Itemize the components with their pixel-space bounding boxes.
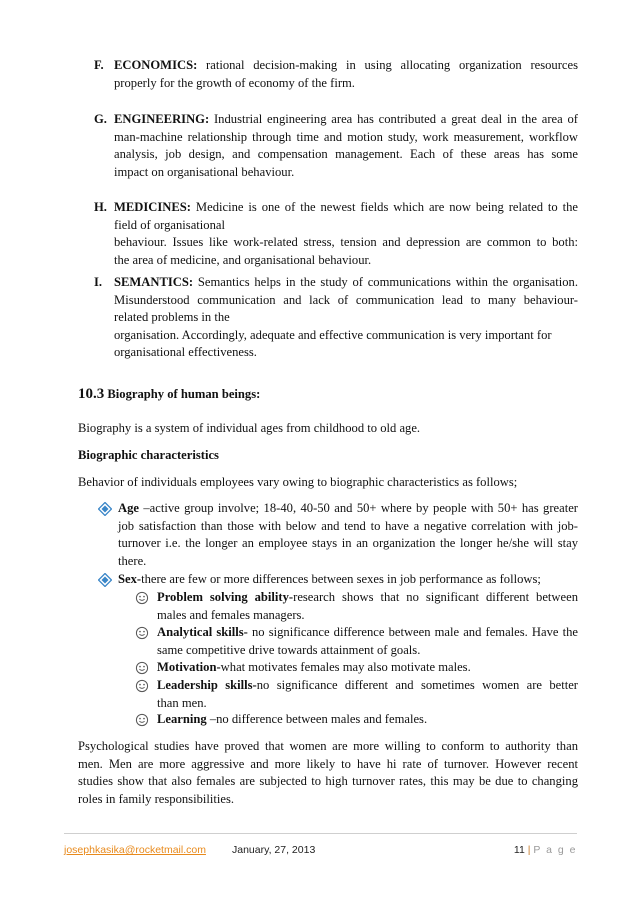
section-number: 10.3 (78, 386, 105, 402)
term: ENGINEERING: (114, 112, 210, 126)
list-line: analysis, job design, and compensation management. Each of these areas has some (114, 147, 578, 162)
bullet-line: Leadership skills-no significance different and sometimes women are better (157, 678, 579, 692)
list-item-engineering (94, 111, 578, 181)
bullet-line: Sex-there are few or more differences between sexes in job performance as follows; (118, 572, 541, 586)
term: Age (118, 501, 139, 515)
paragraph-line: roles in family responsibilities. (78, 791, 235, 806)
list-line: properly for the growth of economy of the firm. (114, 75, 355, 90)
list-line: organisation. Accordingly, adequate and effective communication is very important for (114, 327, 552, 342)
bullet-age (98, 500, 578, 570)
list-line: ECONOMICS: rational decision-making in using allocating organization resources (114, 58, 578, 72)
paragraph-line: men. Men are more aggressive and more likely to have hi rate of turnover. However recent (78, 756, 578, 771)
sub-bullet-leadership (135, 677, 578, 712)
term: Analytical skills- (157, 625, 248, 639)
list-item-medicines (94, 199, 578, 269)
bullet-line: than men. (157, 695, 207, 710)
list-line: the area of medicine, and organisational behaviour. (114, 252, 372, 267)
paragraph-line: studies show that also females are subjected to high turnover rates, this may be due to changing (78, 774, 578, 789)
term: Sex- (118, 572, 142, 586)
sub-bullet-motivation (135, 659, 578, 677)
list-label: G. (94, 112, 107, 126)
bullet-line: turnover i.e. the longer an employee stays in an organization the longer he/she will stay (118, 536, 578, 551)
diamond-bullet-icon (98, 502, 112, 516)
list-label: I. (94, 275, 103, 289)
diamond-bullet-icon (98, 573, 112, 587)
list-label: H. (94, 200, 107, 214)
smiley-bullet-icon (135, 626, 149, 640)
bullet-line: Learning –no difference between males and females. (157, 712, 428, 726)
list-line: field of organisational (114, 217, 225, 232)
page-number: 11 (513, 844, 525, 856)
section-title: Biography of human beings: (107, 387, 261, 401)
bullet-line: job satisfaction than those with below and tend to have a negative correlation with job- (118, 518, 578, 533)
page-footer (64, 833, 577, 856)
smiley-bullet-icon (135, 679, 149, 693)
intro-paragraph: Biography is a system of individual ages from childhood to old age. (78, 421, 421, 435)
list-label: F. (94, 58, 104, 72)
smiley-bullet-icon (135, 713, 149, 727)
list-line: man-machine relationship through time and motion study, work measurement, workflow (114, 129, 578, 144)
term: Problem solving ability- (157, 590, 294, 604)
bullet-line: Problem solving ability-research shows that no significant different between (157, 590, 578, 604)
bullet-sex (98, 571, 578, 589)
list-line: MEDICINES: Medicine is one of the newest fields which are now being related to the (114, 200, 579, 214)
list-line: organisational effectiveness. (114, 345, 257, 360)
term: Leadership skills- (157, 678, 257, 692)
list-item-economics (94, 57, 578, 92)
sub-bullet-problem-solving (135, 589, 578, 624)
list-line: ENGINEERING: Industrial engineering area has contributed a great deal in the area of (114, 112, 578, 126)
list-line: SEMANTICS: Semantics helps in the study of communications within the organisation. (114, 275, 578, 289)
term: Learning (157, 712, 207, 726)
bullet-line: Analytical skills- no significance difference between male and females. Have the (157, 625, 578, 639)
bullet-line: there. (118, 553, 147, 568)
list-line: impact on organisational behaviour. (114, 164, 295, 179)
list-line: Misunderstood communication and lack of communication lead to many behaviour- (114, 292, 578, 307)
bullet-line: Motivation-what motivates females may also motivate males. (157, 660, 471, 674)
closing-paragraph (78, 738, 578, 808)
page-separator: | (527, 844, 531, 856)
smiley-bullet-icon (135, 591, 149, 605)
sub-bullet-learning (135, 711, 578, 729)
smiley-bullet-icon (135, 661, 149, 675)
footer-email-link[interactable]: josephkasika@rocketmail.com (64, 844, 206, 856)
subheading: Biographic characteristics (78, 448, 219, 462)
term: SEMANTICS: (114, 275, 194, 289)
term: ECONOMICS: (114, 58, 198, 72)
sub-bullet-analytical (135, 624, 578, 659)
bullet-line: males and females managers. (157, 607, 305, 622)
list-line: related problems in the (114, 310, 230, 325)
term: Motivation- (157, 660, 221, 674)
term: MEDICINES: (114, 200, 191, 214)
section-heading (78, 386, 260, 403)
bullet-line: Age –active group involve; 18-40, 40-50 and 50+ where by people with 50+ has greater (118, 501, 578, 515)
footer-page-number (514, 844, 577, 856)
list-item-semantics (94, 274, 578, 362)
bullet-line: same competitive drive towards attainment of goals. (157, 642, 421, 657)
lead-paragraph: Behavior of individuals employees vary owing to biographic characteristics as follows; (78, 475, 518, 489)
list-line: behaviour. Issues like work-related stress, tension and depression are common to both: (114, 235, 578, 250)
paragraph-line: Psychological studies have proved that women are more willing to conform to authority than (78, 739, 578, 753)
page-word: P a g e (533, 844, 577, 856)
footer-date: January, 27, 2013 (232, 844, 316, 856)
